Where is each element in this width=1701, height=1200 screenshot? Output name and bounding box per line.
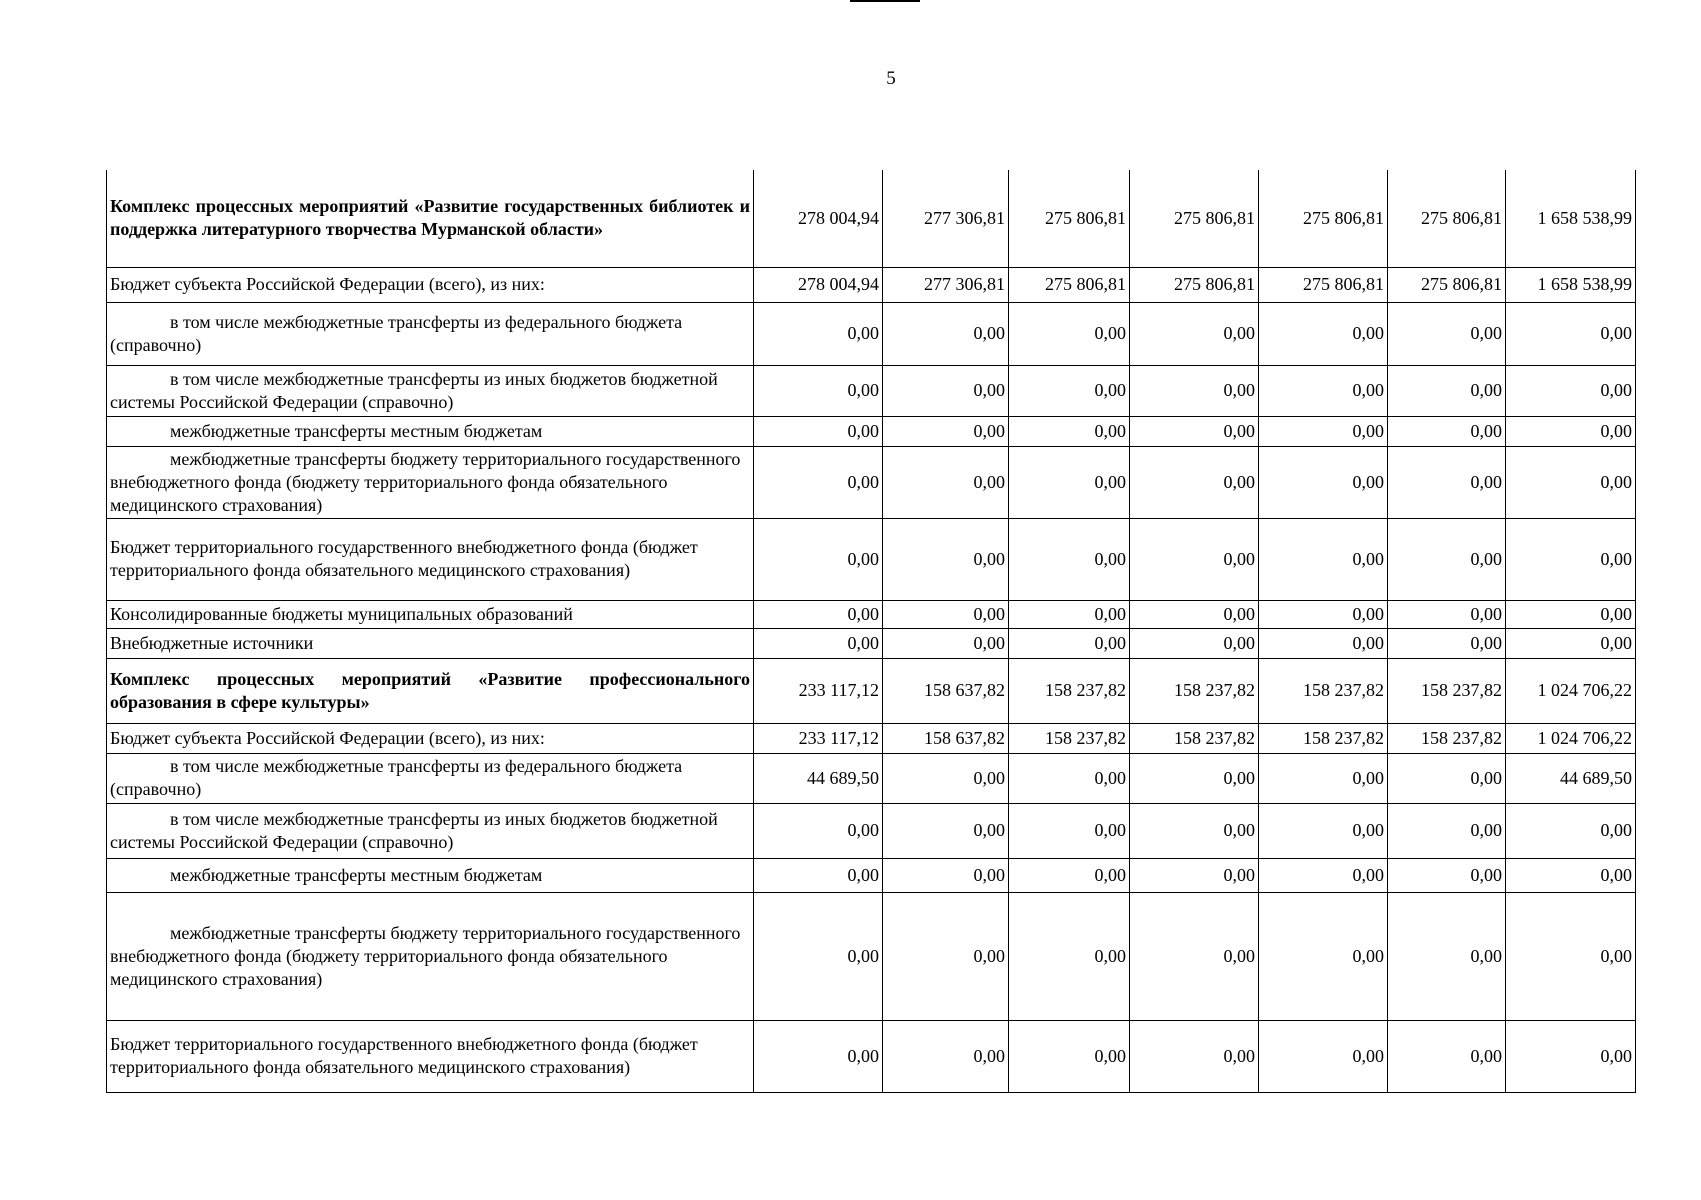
row-year-value: 158 237,82: [1388, 658, 1506, 723]
row-total-value: 0,00: [1506, 858, 1636, 892]
row-label: Бюджет территориального государственного внебюджетного фонда (бюджет территориального фонда обязательного медицинского страхования): [107, 1020, 754, 1092]
row-total-value: 0,00: [1506, 1020, 1636, 1092]
row-year-value: 0,00: [754, 628, 883, 658]
row-total-value: 1 024 706,22: [1506, 723, 1636, 753]
row-year-value: 0,00: [1388, 892, 1506, 1020]
row-year-value: 0,00: [1130, 753, 1259, 803]
row-year-value: 158 237,82: [1388, 723, 1506, 753]
row-label: в том числе межбюджетные трансферты из федерального бюджета (справочно): [107, 302, 754, 365]
row-label: межбюджетные трансферты местным бюджетам: [107, 416, 754, 446]
table-row: [107, 858, 1636, 892]
row-year-value: 0,00: [883, 803, 1009, 858]
row-year-value: 0,00: [1130, 446, 1259, 518]
table-row: [107, 267, 1636, 302]
row-year-value: 158 637,82: [883, 658, 1009, 723]
row-year-value: 0,00: [883, 892, 1009, 1020]
row-year-value: 0,00: [1388, 858, 1506, 892]
row-total-value: 0,00: [1506, 518, 1636, 600]
row-total-value: 44 689,50: [1506, 753, 1636, 803]
row-year-value: 0,00: [1130, 518, 1259, 600]
table-row: [107, 723, 1636, 753]
table-row: [107, 803, 1636, 858]
row-year-value: 0,00: [1259, 892, 1388, 1020]
row-heading-label: Комплекс процессных мероприятий «Развитие государственных библиотек и поддержка литературного творчества Мурманской области»: [107, 170, 754, 267]
row-year-value: 0,00: [1009, 803, 1130, 858]
row-year-value: 0,00: [1130, 416, 1259, 446]
row-year-value: 0,00: [754, 858, 883, 892]
row-label: Внебюджетные источники: [107, 628, 754, 658]
row-year-value: 278 004,94: [754, 170, 883, 267]
row-year-value: 0,00: [1388, 753, 1506, 803]
row-year-value: 158 237,82: [1259, 658, 1388, 723]
row-year-value: 158 237,82: [1009, 658, 1130, 723]
row-year-value: 0,00: [1009, 416, 1130, 446]
row-year-value: 0,00: [1259, 302, 1388, 365]
row-total-value: 1 024 706,22: [1506, 658, 1636, 723]
row-year-value: 275 806,81: [1009, 170, 1130, 267]
table-row: [107, 628, 1636, 658]
row-year-value: 0,00: [883, 446, 1009, 518]
row-year-value: 0,00: [1388, 365, 1506, 416]
row-year-value: 0,00: [754, 892, 883, 1020]
row-year-value: 0,00: [883, 858, 1009, 892]
row-label: Консолидированные бюджеты муниципальных образований: [107, 600, 754, 628]
row-total-value: 0,00: [1506, 892, 1636, 1020]
row-label: в том числе межбюджетные трансферты из иных бюджетов бюджетной системы Российской Федерации (справочно): [107, 365, 754, 416]
row-total-value: 0,00: [1506, 416, 1636, 446]
row-year-value: 158 237,82: [1130, 658, 1259, 723]
row-year-value: 0,00: [754, 803, 883, 858]
row-label: в том числе межбюджетные трансферты из федерального бюджета (справочно): [107, 753, 754, 803]
row-year-value: 0,00: [1259, 416, 1388, 446]
row-year-value: 0,00: [1130, 365, 1259, 416]
row-year-value: 158 237,82: [1130, 723, 1259, 753]
row-year-value: 0,00: [1009, 858, 1130, 892]
row-total-value: 0,00: [1506, 302, 1636, 365]
row-year-value: 0,00: [1130, 600, 1259, 628]
row-year-value: 0,00: [1130, 858, 1259, 892]
row-year-value: 0,00: [1009, 628, 1130, 658]
row-year-value: 0,00: [754, 1020, 883, 1092]
row-label: межбюджетные трансферты местным бюджетам: [107, 858, 754, 892]
row-year-value: 0,00: [1259, 446, 1388, 518]
row-year-value: 0,00: [1009, 892, 1130, 1020]
row-year-value: 0,00: [1009, 1020, 1130, 1092]
row-year-value: 0,00: [1009, 753, 1130, 803]
row-year-value: 275 806,81: [1259, 170, 1388, 267]
row-year-value: 0,00: [1259, 365, 1388, 416]
row-year-value: 44 689,50: [754, 753, 883, 803]
row-year-value: 0,00: [1009, 365, 1130, 416]
row-label: межбюджетные трансферты бюджету территориального государственного внебюджетного фонда (бюджету территориального фонда обязательного медицинского страхования): [107, 892, 754, 1020]
row-total-value: 1 658 538,99: [1506, 170, 1636, 267]
row-year-value: 0,00: [1130, 302, 1259, 365]
budget-table-body: [107, 170, 1636, 1092]
row-label: Бюджет субъекта Российской Федерации (всего), из них:: [107, 267, 754, 302]
table-row: [107, 753, 1636, 803]
row-year-value: 277 306,81: [883, 267, 1009, 302]
row-year-value: 0,00: [1130, 1020, 1259, 1092]
row-year-value: 0,00: [1388, 628, 1506, 658]
row-year-value: 0,00: [883, 628, 1009, 658]
row-year-value: 0,00: [1009, 302, 1130, 365]
row-year-value: 0,00: [754, 302, 883, 365]
table-row: [107, 658, 1636, 723]
row-total-value: 0,00: [1506, 365, 1636, 416]
table-row: [107, 600, 1636, 628]
row-year-value: 0,00: [1388, 600, 1506, 628]
row-total-value: 1 658 538,99: [1506, 267, 1636, 302]
row-year-value: 0,00: [1009, 600, 1130, 628]
row-year-value: 0,00: [1388, 302, 1506, 365]
row-year-value: 275 806,81: [1130, 267, 1259, 302]
row-year-value: 158 237,82: [1259, 723, 1388, 753]
row-year-value: 0,00: [1259, 1020, 1388, 1092]
row-year-value: 0,00: [883, 416, 1009, 446]
row-year-value: 277 306,81: [883, 170, 1009, 267]
row-heading-label: Комплекс процессных мероприятий «Развитие профессионального образования в сфере культуры»: [107, 658, 754, 723]
table-row: [107, 518, 1636, 600]
row-label: Бюджет территориального государственного внебюджетного фонда (бюджет территориального фонда обязательного медицинского страхования): [107, 518, 754, 600]
table-row: [107, 1020, 1636, 1092]
row-year-value: 0,00: [1388, 803, 1506, 858]
row-year-value: 0,00: [883, 365, 1009, 416]
row-year-value: 0,00: [754, 416, 883, 446]
row-year-value: 0,00: [883, 302, 1009, 365]
row-year-value: 0,00: [754, 600, 883, 628]
row-year-value: 0,00: [1259, 803, 1388, 858]
row-year-value: 0,00: [1388, 518, 1506, 600]
row-total-value: 0,00: [1506, 446, 1636, 518]
table-row: [107, 365, 1636, 416]
table-row: [107, 170, 1636, 267]
row-year-value: 233 117,12: [754, 658, 883, 723]
row-year-value: 0,00: [754, 365, 883, 416]
row-year-value: 0,00: [1388, 446, 1506, 518]
row-year-value: 0,00: [883, 1020, 1009, 1092]
row-year-value: 0,00: [1259, 628, 1388, 658]
table-row: [107, 416, 1636, 446]
row-year-value: 0,00: [1388, 1020, 1506, 1092]
row-year-value: 0,00: [1130, 803, 1259, 858]
row-year-value: 275 806,81: [1259, 267, 1388, 302]
budget-table: [106, 170, 1636, 1093]
row-year-value: 275 806,81: [1388, 170, 1506, 267]
row-label: Бюджет субъекта Российской Федерации (всего), из них:: [107, 723, 754, 753]
row-year-value: 0,00: [1130, 892, 1259, 1020]
row-year-value: 0,00: [754, 446, 883, 518]
row-label: межбюджетные трансферты бюджету территориального государственного внебюджетного фонда (бюджету территориального фонда обязательного медицинского страхования): [107, 446, 754, 518]
row-year-value: 158 237,82: [1009, 723, 1130, 753]
row-year-value: 0,00: [883, 753, 1009, 803]
row-label: в том числе межбюджетные трансферты из иных бюджетов бюджетной системы Российской Федерации (справочно): [107, 803, 754, 858]
table-row: [107, 892, 1636, 1020]
table-row: [107, 302, 1636, 365]
row-year-value: 0,00: [883, 518, 1009, 600]
row-year-value: 0,00: [883, 600, 1009, 628]
row-year-value: 0,00: [1259, 518, 1388, 600]
row-year-value: 0,00: [754, 518, 883, 600]
row-year-value: 0,00: [1259, 753, 1388, 803]
row-total-value: 0,00: [1506, 803, 1636, 858]
row-total-value: 0,00: [1506, 628, 1636, 658]
table-row: [107, 446, 1636, 518]
row-year-value: 0,00: [1259, 600, 1388, 628]
row-year-value: 158 637,82: [883, 723, 1009, 753]
row-year-value: 278 004,94: [754, 267, 883, 302]
row-year-value: 0,00: [1009, 446, 1130, 518]
row-year-value: 275 806,81: [1130, 170, 1259, 267]
row-year-value: 0,00: [1009, 518, 1130, 600]
row-year-value: 275 806,81: [1388, 267, 1506, 302]
page-number: 5: [886, 68, 896, 89]
row-year-value: 0,00: [1259, 858, 1388, 892]
row-year-value: 233 117,12: [754, 723, 883, 753]
row-year-value: 0,00: [1388, 416, 1506, 446]
row-year-value: 0,00: [1130, 628, 1259, 658]
row-year-value: 275 806,81: [1009, 267, 1130, 302]
top-edge-mark: [850, 0, 920, 2]
row-total-value: 0,00: [1506, 600, 1636, 628]
